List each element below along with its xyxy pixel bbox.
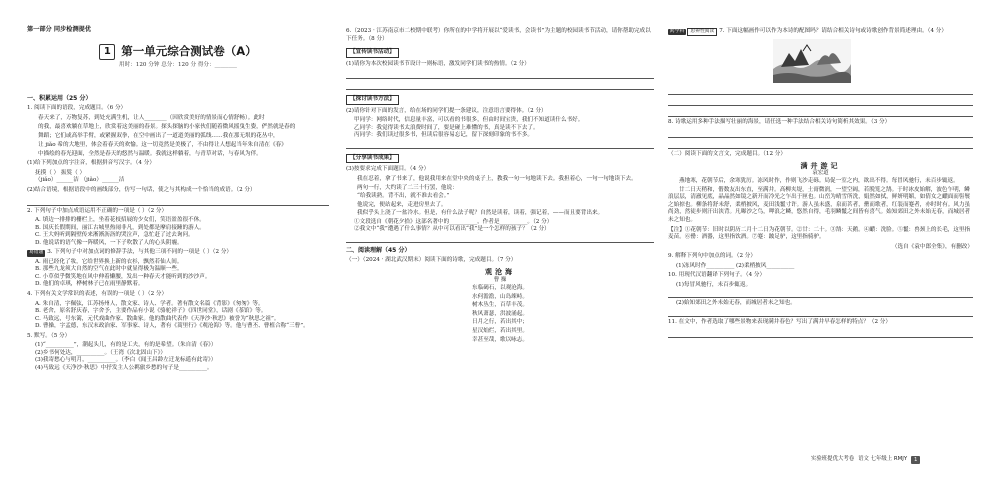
fill-item[interactable]: (1)“__________”，潮起头儿，有的是工夫，有的是希望。（朱自清《春》） <box>35 342 217 349</box>
excerpt-line: 我似乎头上浇了一盆冷水。但是，有什么法子呢？自然是读着，读着，强记着，——而且要背出来。 <box>357 210 604 217</box>
question-6-1: (1)请你为本次校园读书节设计一则标语，激发同学们读书的热情。（2 分） <box>346 60 530 67</box>
question-6-3-a: ①文段选自《朝花夕拾》这部名著中的__________，作者是__________。（2 分） <box>354 218 553 225</box>
section-heading: 二、阅读理解（45 分） <box>346 246 411 254</box>
question-tag: 易错题 <box>29 250 44 256</box>
answer-line[interactable] <box>668 289 973 298</box>
question-1: 1. 阅读下面的语段，完成题目。（6 分） <box>27 105 127 112</box>
question-tag: 跨学科 <box>670 29 685 34</box>
passage-line: 春天来了，万物复苏，到处充满生机，让人________（因欣赏美好的情景而心情舒畅）。此时 <box>38 114 265 121</box>
fill-item[interactable]: (4)马致远《天净沙·秋思》中抒发主人公羁旅乡愁的句子是__________。 <box>35 364 213 371</box>
title-block <box>27 44 329 70</box>
question-3 <box>27 249 329 257</box>
column-3 <box>668 26 973 446</box>
subheading-share: 【分享读书成果】 <box>346 154 399 164</box>
answer-line[interactable] <box>346 234 654 243</box>
essay-author: 袁宏道 <box>812 170 829 176</box>
option: C. 小草似乎微笑地在风中伸着懒腰，发出一种春天才能听到的沙沙声。 <box>35 273 211 280</box>
option: D. 他说话的语气像一阵暖风，一下子吹散了人的心头阴霾。 <box>35 239 183 246</box>
option: D. 他们的卓琪，桦树林子已在雨里静默着。 <box>35 281 144 288</box>
subheading-methods: 【探讨读书方法】 <box>346 95 399 105</box>
poem-title: 观沧海 <box>485 267 515 277</box>
subsection-1-text: 阅读下面的诗歌，完成题目。（7 分） <box>424 256 517 263</box>
dialogue-line: 甲同学：网络时代，信息量丰富，可以看的书很多，但由时间宝贵，我们不知道读什么书好。 <box>354 117 584 124</box>
subsection-1 <box>346 257 654 265</box>
option: C. 王大妈听到隔壁传来淅淅沥沥的哭泣声，急忙赶了过去询问。 <box>35 232 194 239</box>
column-2 <box>346 26 654 471</box>
painting-image <box>773 39 851 83</box>
fill-item[interactable]: (2)乡书何处达，__________。（王湾《次北固山下》） <box>35 349 166 356</box>
answer-line[interactable] <box>668 129 973 138</box>
passage-line: 中描绘的春光迎面，全然是春天的悠然与温暖。我就这样躺着，与青草对话，与春风为伴。 <box>38 150 262 157</box>
unit-number-badge: 1 <box>99 44 115 60</box>
answer-line[interactable] <box>668 140 973 149</box>
subsection-source: （一）（2024 · 湖北武汉期末） <box>346 256 425 263</box>
poem-line: 水何澹澹，山岛竦峙。 <box>472 293 528 300</box>
fill-item[interactable]: (3)我寄愁心与明月，__________。（李白《闻王昌龄左迁龙标遥有此寄》） <box>35 357 217 364</box>
option: B. 国庆长假期间，丽江古城里热闹非凡，到处都是摩肩接踵的游人。 <box>35 224 205 231</box>
excerpt-line: 两句一行，大约读了二三十行罢，他说： <box>357 184 458 191</box>
option: B. 那些九龙须大自然的空气在此时中就显得极为温顺一些。 <box>35 266 183 273</box>
part-header: 第一部分 同步检测提优 <box>27 26 92 33</box>
passage-line: 让 jiǎo 希的大地里，体会着春天的欢愉。这一切竟然是美极了，不由得让人想起当年朱自清在《春》 <box>38 141 287 148</box>
column-1 <box>27 92 329 462</box>
question-3-text: 3. 下列句子中对加点词的修辞手法，与其他三项不同的一项是（ ）（2 分） <box>47 249 233 256</box>
option: B. 老舍，原名舒庆春，字舍予，主要作品有小说《骆驼祥子》《四世同堂》，话剧《茶馆》等。 <box>35 308 267 315</box>
annotation-note: 【注】①花朝节：旧时以阴历二月十二日为花朝节。②廿：二十。③鹄：天鹅。④靧：洗脸。⑤鬣：兽颈上的长毛，这里指麦苗。⑥罍：酒器，这里指饮酒。⑦蹇：跛足驴，这里指骑驴。 <box>668 226 971 241</box>
question-9-items[interactable]: (1)冻风时作__________ (2)柔梢披风__________ <box>676 262 795 269</box>
question-11: 11. 在文中，作者选取了哪些景物来表现满井春色？写出了满井早春怎样的特点？（2 分） <box>668 318 891 325</box>
option: C. 马致远，号东篱，元代戏曲作家、散曲家。他的散曲代表作《天净沙·秋思》被誉为“秋思之祖”。 <box>35 315 280 322</box>
question-6-2: (2)请你针对下面的发言，给在场的同学们提一条建议，注意语言要得体。（2 分） <box>346 107 547 114</box>
poem-author: 曹 操 <box>493 276 507 283</box>
answer-line[interactable] <box>668 86 973 95</box>
option: D. 曹操，字孟德，东汉末政治家、军事家、诗人，著有《蒿里行》《观沧海》等。他与曹丕、曹植合称“三曹”。 <box>35 323 309 330</box>
excerpt-line: “给我读熟。背不出，就不准去看会。” <box>357 193 450 200</box>
poem-line: 秋风萧瑟，洪波涌起。 <box>472 310 528 317</box>
footer-info: 语文 七年级上 RMJY <box>858 456 908 463</box>
question-1-1-items: 抚摸（ ） 振髮（ ） <box>35 169 86 176</box>
subsection-2: （二）阅读下面的文言文，完成题目。（12 分） <box>668 151 786 158</box>
question-10-1: (1)每冒风驰行，未百步辄返。 <box>676 281 752 288</box>
question-2: 2. 下列句子中加点成语运用不正确的一项是（ ）（2 分） <box>27 207 168 214</box>
question-6-3: (3)按要求完成下面题目。（4 分） <box>346 166 430 173</box>
question-7 <box>668 28 973 36</box>
question-4: 4. 下列有关文学常识的表述，有误的一项是（ ）（2 分） <box>27 291 168 298</box>
question-10-2: (2)始知郊田之外未始无春，而城居者未之知也。 <box>676 300 796 307</box>
answer-line[interactable] <box>346 81 654 90</box>
question-1-1: (1)给下列加点的字注音，根据拼音写汉字。（4 分） <box>27 160 155 167</box>
excerpt-line: 我在忍着，拿了书来了，他说我用来在堂中央的桌子上，教我一句一句地读下去。我担着心，一句一句地读下去。 <box>357 176 637 183</box>
answer-line[interactable] <box>668 97 973 106</box>
poem-line: 幸甚至哉，歌以咏志。 <box>472 336 528 343</box>
essay-title: 满井游记 <box>800 160 841 170</box>
question-8: 8. 诗歌运用多种手法描写壮丽的海景，请任选一种手法结合相关诗句简析其效果。（3 分） <box>668 119 891 126</box>
question-10: 10. 用现代汉语翻译下列句子。（4 分） <box>668 272 766 279</box>
answer-line[interactable] <box>668 329 973 338</box>
dialogue-line: 乙同学：我觉得读书太浪费时间了，要是碰上难懂的书，真是读不下去了。 <box>354 124 539 131</box>
answer-line[interactable] <box>346 70 654 79</box>
question-6: 6.（2023 · 江苏南京市二校期中联考）你所在的中学将开展以“爱读书，会读书”为主题的校园读书节活动，请你帮助完成以下任务。（8 分） <box>346 28 651 42</box>
ink-landscape-illustration <box>773 39 851 83</box>
page-number: 1 <box>911 456 920 464</box>
question-5: 5. 默写。（5 分） <box>27 332 71 339</box>
question-tag-2: 思辨性阅读 <box>687 28 717 36</box>
poem-line: 树木丛生，百草丰茂。 <box>472 302 528 309</box>
question-7-text: 7. 下面这幅画作可以作为本诗的配图吗？请结合相关诗句或诗歌创作背景简述理由。（4 分） <box>719 28 947 34</box>
page-title-text: 第一单元综合测试卷（A） <box>121 44 257 59</box>
section-heading: 一、积累运用（25 分） <box>27 95 92 102</box>
footer-brand: 实验班提优大考卷 <box>811 456 855 463</box>
answer-line[interactable] <box>346 140 654 149</box>
question-9: 9. 解释下列句中加点的词。（2 分） <box>668 253 756 260</box>
poem-line: 星汉灿烂，若出其里。 <box>472 327 528 334</box>
exam-subinfo: 用时：120 分钟 总分：120 分 得分：________ <box>119 62 237 68</box>
poem-line: 东临碣石，以观沧海。 <box>472 285 528 292</box>
option: A. 雨已经化了妆，它给世界换上新的衣衫，飘然若仙人间。 <box>35 258 183 265</box>
question-1-1-items-2: （jiǎo）______洁 （jiǎo）______洁 <box>35 177 125 184</box>
excerpt-line: 他说完，便站起来，走进房里去了。 <box>357 201 447 208</box>
option: A. 填边一排排的栅栏上，坐着花枝招展的少女们，笑语盈盈很不休。 <box>35 217 205 224</box>
question-1-passage <box>27 115 329 159</box>
answer-line[interactable] <box>668 308 973 317</box>
essay-paragraph: 燕地寒，花朝节后，余寒犹厉。冻风时作，作则飞沙走砾。局促一室之内，欲出不得。每冒风驰行，未百步辄返。 <box>679 178 959 185</box>
dialogue-line: 丙同学：我们读过很多书，但读后很容易忘记，留下深刻印象的书不多。 <box>354 132 534 139</box>
subheading-promote: 【宣传读书活动】 <box>346 48 399 58</box>
source-citation: （选自《袁中郎全集》，有删改） <box>891 243 973 250</box>
poem-line: 日月之行，若出其中； <box>472 319 528 326</box>
question-6-3-b: ②我文中“我”遭遇了什么事情？从中可以看出“我”是一个怎样的孩子？（2 分） <box>354 226 550 233</box>
answer-line[interactable] <box>668 108 973 117</box>
page-title <box>99 44 256 60</box>
passage-line: 的我，最喜欢躺在草地上，欣赏着这美丽的春景。探头探脑的小家伙们随着微风摇曳生姿，俨然就是春的 <box>38 123 296 130</box>
essay-paragraph: 廿二日天稍和，偕数友出东直，至满井。高柳夹堤，土膏微润，一望空阔，若脱笼之鹄。于时冰皮始解，波色乍明，鳞浪层层，清澈见底，晶晶然如镜之新开而冷光之乍出于匣也。山峦为晴雪所洗，娟然如拭，鲜妍明媚，如倩女之靧面而髻鬟之始掠也。柳条将舒未舒，柔梢披风，麦田浅鬣寸许。游人虽未盛，泉而茗者，罍而歌者，红装而蹇者，亦时时有。风力虽尚劲，然徒步则汗出浃背。凡曝沙之鸟，呷浪之鳞，悠然自得，毛羽鳞鬣之间皆有喜气。始知郊田之外未始无春，而城居者未之知也。 <box>668 186 971 224</box>
passage-line: 舞蹈；它们或高举手臂，或紧握双拳，在空中画出了一道道美丽的弧线……我在那无垠的花丛中， <box>38 132 279 139</box>
answer-line[interactable] <box>27 197 329 206</box>
question-1-2: (2)结合语境，根据语段中的画线部分，仿写一句话，使之与其构成一个恰当的成语。（2 分） <box>27 187 256 194</box>
option: A. 朱自清，字佩弦，江苏扬州人，散文家、诗人、学者。著有散文名篇《背影》《匆匆》等。 <box>35 300 264 307</box>
page-footer <box>811 456 920 464</box>
